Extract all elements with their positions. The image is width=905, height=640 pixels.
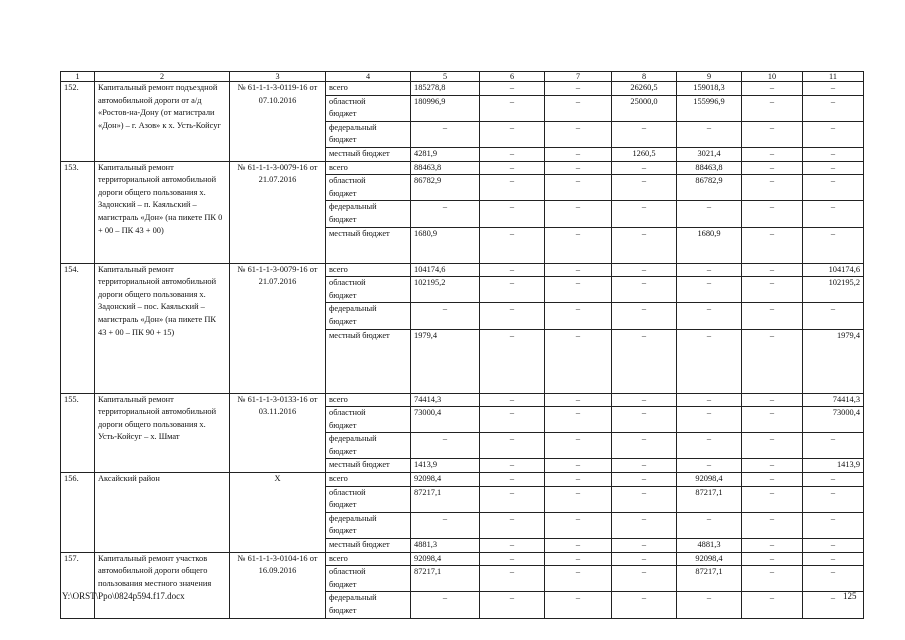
funding-source: местный бюджет [326,227,411,263]
amount-cell: – [803,175,864,201]
column-number: 1 [61,72,95,82]
amount-cell: – [803,227,864,263]
funding-source: федеральный бюджет [326,512,411,538]
amount-cell: 26260,5 [612,82,677,96]
header-row [61,72,864,82]
amount-cell: – [480,407,545,433]
amount-cell: – [480,147,545,161]
funding-source: областной бюджет [326,277,411,303]
amount-cell: – [803,592,864,618]
table-row [61,393,864,407]
amount-cell: – [677,303,742,329]
amount-cell: – [742,539,803,553]
amount-cell: – [480,329,545,393]
amount-cell: – [612,407,677,433]
amount-cell: – [480,82,545,96]
amount-cell: – [612,121,677,147]
table-row [61,552,864,566]
amount-cell: – [480,201,545,227]
amount-cell: – [612,393,677,407]
amount-cell: – [677,433,742,459]
amount-cell: – [742,277,803,303]
amount-cell: 4881,3 [411,539,480,553]
amount-cell: – [545,121,612,147]
amount-cell: – [545,473,612,487]
amount-cell: – [677,407,742,433]
amount-cell: 73000,4 [411,407,480,433]
amount-cell: – [742,121,803,147]
amount-cell: – [480,175,545,201]
amount-cell: – [545,512,612,538]
amount-cell: – [803,512,864,538]
item-description: Капитальный ремонт подъездной автомобильной дороги от а/д «Ростов-на-Дону (от магистрали «Дон») – г. Азов» к х. Усть-Койсуг [95,82,230,162]
amount-cell: – [480,303,545,329]
amount-cell: – [677,592,742,618]
amount-cell: – [612,329,677,393]
item-number: 155. [61,393,95,473]
amount-cell: 92098,4 [677,473,742,487]
amount-cell: – [803,473,864,487]
amount-cell: 87217,1 [411,486,480,512]
funding-source: всего [326,161,411,175]
amount-cell: – [545,147,612,161]
amount-cell: – [545,82,612,96]
amount-cell: – [742,566,803,592]
item-description: Капитальный ремонт территориальной автомобильной дороги общего пользования х. Задонский – п. Каяльский – магистраль «Дон» (на пикете ПК 0 + 00 – ПК 43 + 00) [95,161,230,263]
amount-cell: – [545,263,612,277]
amount-cell: 25000,0 [612,95,677,121]
amount-cell: – [803,539,864,553]
amount-cell: – [545,552,612,566]
amount-cell: – [803,95,864,121]
amount-cell: – [677,459,742,473]
funding-source: местный бюджет [326,539,411,553]
amount-cell: 1979,4 [411,329,480,393]
amount-cell: 102195,2 [411,277,480,303]
amount-cell: – [803,147,864,161]
amount-cell: 88463,8 [677,161,742,175]
funding-source: федеральный бюджет [326,121,411,147]
document-reference: № 61-1-1-3-0119-16 от 07.10.2016 [230,82,326,162]
amount-cell: – [480,512,545,538]
funding-source: местный бюджет [326,329,411,393]
amount-cell: – [742,473,803,487]
amount-cell: – [480,566,545,592]
amount-cell: – [545,329,612,393]
amount-cell: – [742,82,803,96]
amount-cell: – [612,459,677,473]
amount-cell: 87217,1 [677,566,742,592]
amount-cell: – [742,592,803,618]
amount-cell: 1260,5 [612,147,677,161]
amount-cell: – [545,539,612,553]
amount-cell: – [677,512,742,538]
document-reference: № 61-1-1-3-0133-16 от 03.11.2016 [230,393,326,473]
amount-cell: 1413,9 [803,459,864,473]
amount-cell: 104174,6 [411,263,480,277]
amount-cell: 86782,9 [677,175,742,201]
amount-cell: – [545,175,612,201]
amount-cell: – [612,161,677,175]
amount-cell: – [677,329,742,393]
amount-cell: – [803,566,864,592]
funding-source: всего [326,82,411,96]
amount-cell: – [480,473,545,487]
amount-cell: 87217,1 [677,486,742,512]
amount-cell: 92098,4 [411,552,480,566]
amount-cell: 102195,2 [803,277,864,303]
funding-source: всего [326,552,411,566]
amount-cell: – [742,433,803,459]
amount-cell: 86782,9 [411,175,480,201]
amount-cell: 1680,9 [677,227,742,263]
funding-source: областной бюджет [326,486,411,512]
amount-cell: – [411,121,480,147]
amount-cell: – [612,433,677,459]
column-number: 5 [411,72,480,82]
funding-source: федеральный бюджет [326,433,411,459]
amount-cell: – [742,407,803,433]
amount-cell: – [480,592,545,618]
amount-cell: – [803,201,864,227]
footer-page-number: 125 [843,591,857,601]
amount-cell: – [411,512,480,538]
amount-cell: – [677,263,742,277]
document-reference: № 61-1-1-3-0104-16 от 16.09.2016 [230,552,326,618]
amount-cell: – [480,552,545,566]
budget-table [60,71,864,619]
table-row [61,161,864,175]
amount-cell: – [677,121,742,147]
funding-source: всего [326,263,411,277]
item-number: 157. [61,552,95,618]
funding-source: областной бюджет [326,175,411,201]
column-number: 8 [612,72,677,82]
amount-cell: – [411,592,480,618]
amount-cell: – [545,277,612,303]
amount-cell: – [612,566,677,592]
item-description: Аксайский район [95,473,230,553]
amount-cell: – [545,407,612,433]
amount-cell: 74414,3 [803,393,864,407]
amount-cell: 74414,3 [411,393,480,407]
funding-source: областной бюджет [326,95,411,121]
amount-cell: 87217,1 [411,566,480,592]
funding-source: областной бюджет [326,566,411,592]
amount-cell: – [742,147,803,161]
amount-cell: 4281,9 [411,147,480,161]
funding-source: областной бюджет [326,407,411,433]
amount-cell: – [803,433,864,459]
amount-cell: – [612,473,677,487]
funding-source: федеральный бюджет [326,303,411,329]
amount-cell: – [480,263,545,277]
amount-cell: 185278,8 [411,82,480,96]
funding-source: всего [326,393,411,407]
amount-cell: 4881,3 [677,539,742,553]
document-reference: № 61-1-1-3-0079-16 от 21.07.2016 [230,263,326,393]
amount-cell: – [742,263,803,277]
amount-cell: – [545,433,612,459]
amount-cell: – [480,277,545,303]
amount-cell: – [612,263,677,277]
amount-cell: – [612,512,677,538]
amount-cell: – [411,303,480,329]
amount-cell: – [411,201,480,227]
amount-cell: – [545,95,612,121]
funding-source: федеральный бюджет [326,592,411,618]
column-number: 4 [326,72,411,82]
item-description: Капитальный ремонт территориальной автомобильной дороги общего пользования х. Усть-Койсуг – х. Шмат [95,393,230,473]
amount-cell: – [480,539,545,553]
item-description: Капитальный ремонт территориальной автомобильной дороги общего пользования х. Задонский – пос. Каяльский – магистраль «Дон» (на пикете ПК 43 + 00 – ПК 90 + 15) [95,263,230,393]
amount-cell: 88463,8 [411,161,480,175]
amount-cell: – [742,393,803,407]
amount-cell: – [480,121,545,147]
amount-cell: – [677,201,742,227]
table-row [61,473,864,487]
funding-source: местный бюджет [326,459,411,473]
amount-cell: – [612,552,677,566]
amount-cell: – [612,486,677,512]
amount-cell: – [480,433,545,459]
amount-cell: – [480,393,545,407]
amount-cell: – [803,303,864,329]
column-number: 9 [677,72,742,82]
amount-cell: 159018,3 [677,82,742,96]
amount-cell: 3021,4 [677,147,742,161]
amount-cell: – [411,433,480,459]
amount-cell: 155996,9 [677,95,742,121]
amount-cell: – [545,303,612,329]
amount-cell: – [803,552,864,566]
document-reference: № 61-1-1-3-0079-16 от 21.07.2016 [230,161,326,263]
funding-source: местный бюджет [326,147,411,161]
column-number: 10 [742,72,803,82]
amount-cell: – [803,161,864,175]
amount-cell: – [480,227,545,263]
item-number: 152. [61,82,95,162]
amount-cell: 1413,9 [411,459,480,473]
amount-cell: – [480,486,545,512]
amount-cell: – [742,552,803,566]
item-number: 154. [61,263,95,393]
amount-cell: – [742,303,803,329]
amount-cell: – [545,393,612,407]
amount-cell: 104174,6 [803,263,864,277]
amount-cell: – [677,393,742,407]
amount-cell: – [803,82,864,96]
amount-cell: 73000,4 [803,407,864,433]
amount-cell: – [742,329,803,393]
amount-cell: 92098,4 [411,473,480,487]
amount-cell: – [742,175,803,201]
amount-cell: – [742,486,803,512]
amount-cell: – [545,161,612,175]
amount-cell: 1979,4 [803,329,864,393]
amount-cell: – [803,121,864,147]
amount-cell: – [545,459,612,473]
amount-cell: – [545,227,612,263]
item-number: 153. [61,161,95,263]
amount-cell: – [612,539,677,553]
amount-cell: – [612,277,677,303]
amount-cell: – [480,161,545,175]
amount-cell: – [545,201,612,227]
amount-cell: – [742,161,803,175]
item-number: 156. [61,473,95,553]
item-description: Капитальный ремонт участков автомобильной дороги общего пользования местного значения [95,552,230,618]
amount-cell: – [742,95,803,121]
amount-cell: – [612,201,677,227]
amount-cell: – [742,201,803,227]
table-row [61,82,864,96]
column-number: 11 [803,72,864,82]
amount-cell: – [545,486,612,512]
amount-cell: – [545,592,612,618]
amount-cell: – [742,512,803,538]
amount-cell: – [612,592,677,618]
amount-cell: 180996,9 [411,95,480,121]
table-row [61,263,864,277]
amount-cell: – [612,175,677,201]
amount-cell: – [742,227,803,263]
amount-cell: – [545,566,612,592]
column-number: 6 [480,72,545,82]
document-reference: Х [230,473,326,553]
amount-cell: 92098,4 [677,552,742,566]
column-number: 2 [95,72,230,82]
footer-file-path: Y:\ORST\Ppo\0824p594.f17.docx [62,591,185,601]
funding-source: всего [326,473,411,487]
amount-cell: – [480,459,545,473]
amount-cell: – [742,459,803,473]
column-number: 7 [545,72,612,82]
amount-cell: – [677,277,742,303]
column-number: 3 [230,72,326,82]
amount-cell: – [480,95,545,121]
amount-cell: – [612,303,677,329]
amount-cell: – [612,227,677,263]
amount-cell: – [803,486,864,512]
funding-source: федеральный бюджет [326,201,411,227]
amount-cell: 1680,9 [411,227,480,263]
